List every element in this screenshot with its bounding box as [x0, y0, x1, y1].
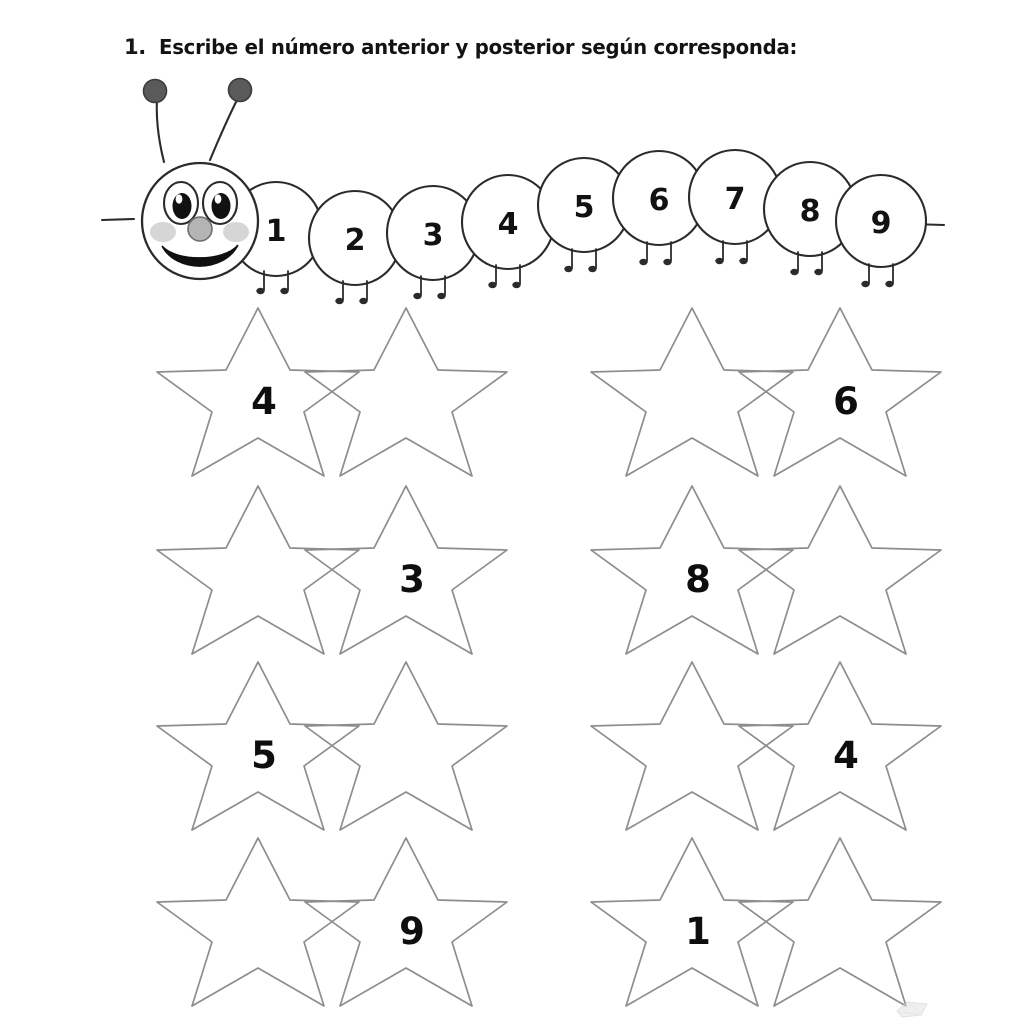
caterpillar-illustration	[96, 66, 956, 306]
star-pair-right	[572, 830, 972, 1011]
antenna-left-stalk	[157, 100, 164, 162]
star-row	[0, 478, 1024, 659]
star-pair-left	[138, 478, 538, 659]
segment-label-2: 2	[344, 223, 366, 258]
eye-highlight-left	[176, 194, 183, 203]
star-row	[0, 300, 1024, 481]
star-outline-icon	[739, 838, 941, 1006]
cheek-right	[223, 222, 249, 242]
scan-artifact	[893, 998, 933, 1020]
antenna-left-tip-icon	[144, 80, 167, 103]
star-slot[interactable]	[720, 300, 960, 481]
star-pair-right	[572, 654, 972, 835]
star-outline-icon	[739, 308, 941, 476]
star-outline-icon	[305, 838, 507, 1006]
star-pair-right	[572, 300, 972, 481]
segment-label-6: 6	[648, 183, 670, 218]
segment-label-4: 4	[497, 207, 519, 242]
star-answer-text: 6	[833, 380, 859, 423]
star-pair-left	[138, 830, 538, 1011]
instruction-line	[124, 30, 924, 64]
star-slot[interactable]	[286, 300, 526, 481]
star-slot[interactable]	[720, 478, 960, 659]
star-answer-text: 3	[399, 558, 425, 601]
star-answer-text: 1	[685, 910, 711, 953]
star-answer-text: 4	[833, 734, 859, 777]
star-row	[0, 654, 1024, 835]
star-pair-right	[572, 478, 972, 659]
instruction-number: 1.	[124, 35, 146, 59]
star-slot[interactable]	[720, 654, 960, 835]
segment-label-9: 9	[870, 206, 892, 241]
antenna-right-stalk	[210, 100, 237, 160]
star-slot[interactable]	[286, 654, 526, 835]
tail-line	[102, 219, 134, 220]
star-row	[0, 830, 1024, 1011]
star-outline-icon	[305, 662, 507, 830]
star-slot[interactable]	[286, 830, 526, 1011]
segment-label-5: 5	[573, 190, 595, 225]
segment-label-3: 3	[422, 218, 444, 253]
star-slot[interactable]	[286, 478, 526, 659]
star-outline-icon	[739, 486, 941, 654]
star-answer-text: 8	[685, 558, 711, 601]
star-answer-text: 5	[251, 734, 277, 777]
cheek-left	[150, 222, 176, 242]
segment-label-8: 8	[799, 194, 821, 229]
segment-label-7: 7	[724, 182, 746, 217]
star-outline-icon	[305, 308, 507, 476]
antenna-right-tip-icon	[229, 79, 252, 102]
star-slot[interactable]	[720, 830, 960, 1011]
instruction-text: Escribe el número anterior y posterior según corresponda:	[159, 35, 798, 59]
star-pair-left	[138, 654, 538, 835]
star-pairs-grid	[0, 300, 1024, 1024]
star-answer-text: 9	[399, 910, 425, 953]
star-outline-icon	[739, 662, 941, 830]
segment-label-1: 1	[265, 214, 287, 249]
eye-highlight-right	[215, 194, 222, 203]
star-answer-text: 4	[251, 380, 277, 423]
star-outline-icon	[305, 486, 507, 654]
star-pair-left	[138, 300, 538, 481]
nose	[188, 217, 212, 241]
